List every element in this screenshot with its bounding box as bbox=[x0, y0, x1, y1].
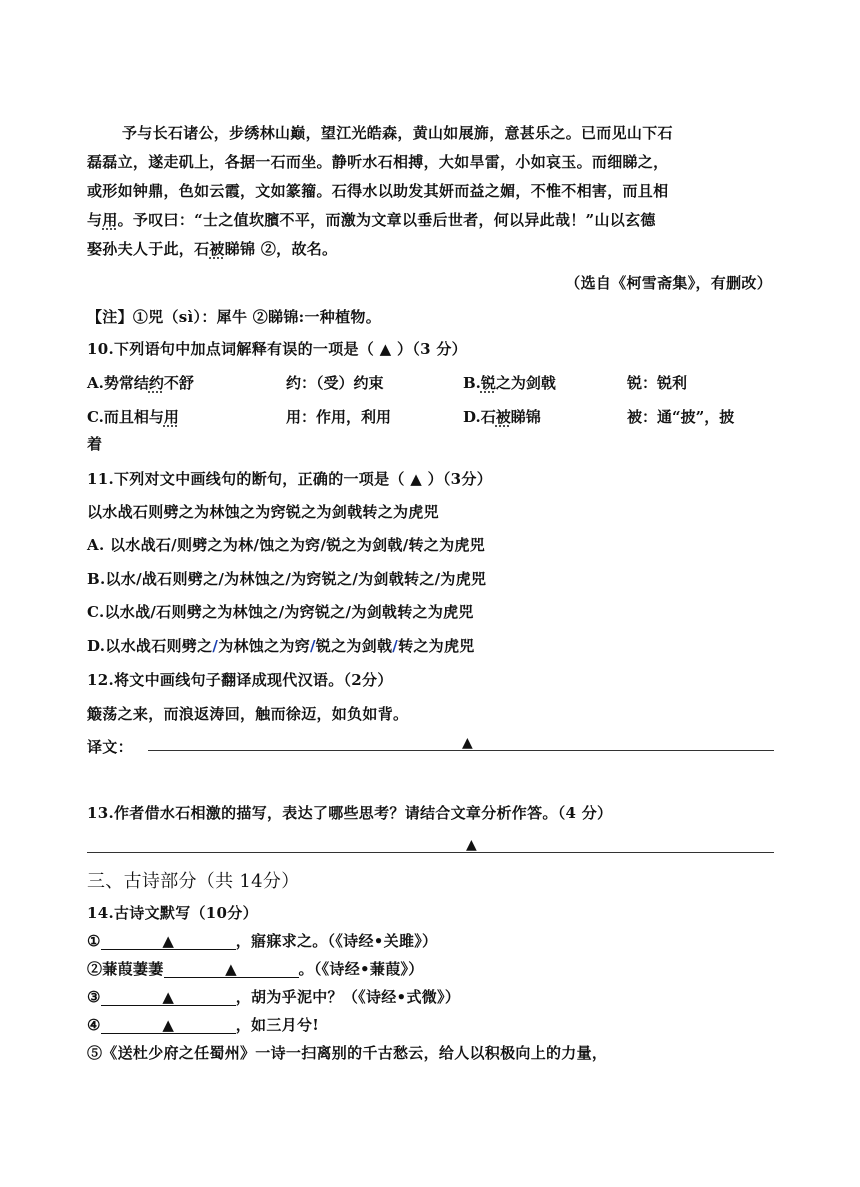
q11-option-b: B.以水/战石则劈之/为林蚀之/为窍锐之/为剑戟转之/为虎兕 bbox=[87, 570, 487, 588]
answer-marker-icon: ▲ bbox=[462, 735, 473, 751]
answer-marker-icon: ▲ bbox=[225, 960, 237, 978]
passage-line-5 bbox=[87, 238, 337, 259]
section-3-title: 三、古诗部分（共 14分） bbox=[87, 871, 300, 892]
option-text: 睇锦 bbox=[510, 408, 541, 426]
option-text: 为林蚀之为窍 bbox=[218, 637, 310, 655]
q10-option-b-explanation: 锐：锐利 bbox=[627, 374, 688, 392]
passage-text: 娶孙夫人于此，石 bbox=[87, 240, 210, 258]
item-suffix: ，寤寐求之。（《诗经•关雎》） bbox=[235, 932, 438, 950]
q14-item-4 bbox=[87, 1014, 319, 1035]
option-text: 不舒 bbox=[163, 374, 194, 392]
q13-stem: 13.作者借水石相激的描写，表达了哪些思考？请结合文章分析作答。（4 分） bbox=[87, 804, 613, 822]
q14-item-3 bbox=[87, 986, 460, 1007]
passage-text: 睇锦 ②，故名。 bbox=[224, 240, 338, 258]
option-text: A.势常结 bbox=[87, 374, 149, 392]
q12-answer-label: 译文： bbox=[87, 738, 133, 756]
q13-answer-line[interactable] bbox=[87, 852, 774, 853]
passage-text: 。予叹曰：“士之值坎臏不平，而激为文章以垂后世者，何以异此哉！”山以玄德 bbox=[117, 211, 656, 229]
option-text: 之为剑戟 bbox=[495, 374, 556, 392]
fill-blank[interactable] bbox=[101, 989, 236, 1006]
q14-item-1 bbox=[87, 930, 437, 951]
answer-marker-icon: ▲ bbox=[162, 988, 175, 1006]
dotted-word: 用 bbox=[163, 408, 179, 426]
answer-marker-icon: ▲ bbox=[162, 932, 175, 950]
item-suffix: 。（《诗经•蒹葭》） bbox=[298, 960, 424, 978]
passage-note: 【注】①兕（sì）：犀牛 ②睇锦:一种植物。 bbox=[87, 308, 382, 326]
slash-mark: / bbox=[310, 637, 316, 655]
q10-option-c-explanation: 用：作用，利用 bbox=[286, 408, 392, 426]
q10-option-d-explanation-cont: 着 bbox=[87, 435, 103, 453]
passage-text: 与 bbox=[87, 211, 103, 229]
q11-stem: 11.下列对文中画线句的断句，正确的一项是（ ▲ ）（3分） bbox=[87, 470, 493, 488]
q11-option-a: A. 以水战石/则劈之为林/蚀之为窍/锐之为剑戟/转之为虎兕 bbox=[87, 536, 485, 554]
q12-answer-line[interactable] bbox=[148, 750, 774, 751]
q12-stem: 12.将文中画线句子翻译成现代汉语。（2分） bbox=[87, 671, 393, 689]
q11-sentence: 以水战石则劈之为林蚀之为窍锐之为剑戟转之为虎兕 bbox=[87, 503, 439, 521]
option-text: C.而且相与 bbox=[87, 408, 164, 426]
item-prefix: ④ bbox=[87, 1016, 101, 1034]
q14-item-2 bbox=[87, 958, 424, 979]
item-prefix: ③ bbox=[87, 988, 101, 1006]
slash-mark: / bbox=[392, 637, 399, 655]
q10-option-b bbox=[463, 372, 556, 393]
q10-option-d bbox=[463, 406, 541, 427]
fill-blank[interactable] bbox=[101, 933, 236, 950]
answer-marker-icon: ▲ bbox=[466, 837, 477, 853]
option-text: D.以水战石则劈之 bbox=[87, 637, 213, 655]
dotted-word: 被 bbox=[495, 408, 511, 426]
fill-blank[interactable] bbox=[164, 961, 299, 978]
dotted-word: 约 bbox=[148, 374, 164, 392]
q14-item-5: ⑤《送杜少府之任蜀州》一诗一扫离别的千古愁云，给人以积极向上的力量， bbox=[87, 1044, 608, 1062]
q10-option-c bbox=[87, 406, 179, 427]
q10-option-d-explanation: 被：通“披”，披 bbox=[627, 408, 735, 426]
option-text: D.石 bbox=[463, 408, 496, 426]
q11-option-d bbox=[87, 635, 475, 656]
passage-source: （选自《柯雪斋集》，有删改） bbox=[565, 274, 772, 292]
fill-blank[interactable] bbox=[101, 1017, 236, 1034]
item-suffix: ，胡为乎泥中？（《诗经•式微》） bbox=[235, 988, 461, 1006]
option-text: 锐之为剑戟 bbox=[315, 637, 393, 655]
dotted-word: 锐 bbox=[480, 374, 496, 392]
slash-mark: / bbox=[212, 637, 219, 655]
passage-line-3: 或形如钟鼎，色如云霞，文如篆籀。石得水以助发其妍而益之媚，不惟不相害，而且相 bbox=[87, 182, 669, 200]
dotted-word: 被 bbox=[209, 240, 225, 258]
answer-marker-icon: ▲ bbox=[162, 1016, 175, 1034]
item-prefix: ②蒹葭萋萋 bbox=[87, 960, 164, 978]
passage-line-4 bbox=[87, 209, 656, 230]
option-text: B. bbox=[463, 374, 481, 392]
q10-option-a-explanation: 约：（受）约束 bbox=[286, 374, 384, 392]
q11-option-c: C.以水战/石则劈之为林蚀之/为窍锐之/为剑戟转之为虎兕 bbox=[87, 603, 474, 621]
q14-stem: 14.古诗文默写（10分） bbox=[87, 904, 258, 922]
dotted-word: 用 bbox=[102, 211, 118, 229]
passage-line-1: 予与长石诸公，步绣林山巅，望江光皓森，黄山如展旆，意甚乐之。已而见山下石 bbox=[122, 124, 673, 142]
item-suffix: ，如三月兮! bbox=[235, 1016, 320, 1034]
q10-stem: 10.下列语句中加点词解释有误的一项是（ ▲ ）（3 分） bbox=[87, 340, 467, 358]
passage-line-2: 磊磊立，遂走矶上，各据一石而坐。静听水石相搏，大如旱雷，小如哀玉。而细睇之， bbox=[87, 153, 669, 171]
item-prefix: ① bbox=[87, 932, 101, 950]
q12-sentence: 簸荡之来，而浪返涛回，触而徐迈，如负如背。 bbox=[87, 705, 409, 723]
option-text: 转之为虎兕 bbox=[398, 637, 475, 655]
q10-option-a bbox=[87, 372, 194, 393]
